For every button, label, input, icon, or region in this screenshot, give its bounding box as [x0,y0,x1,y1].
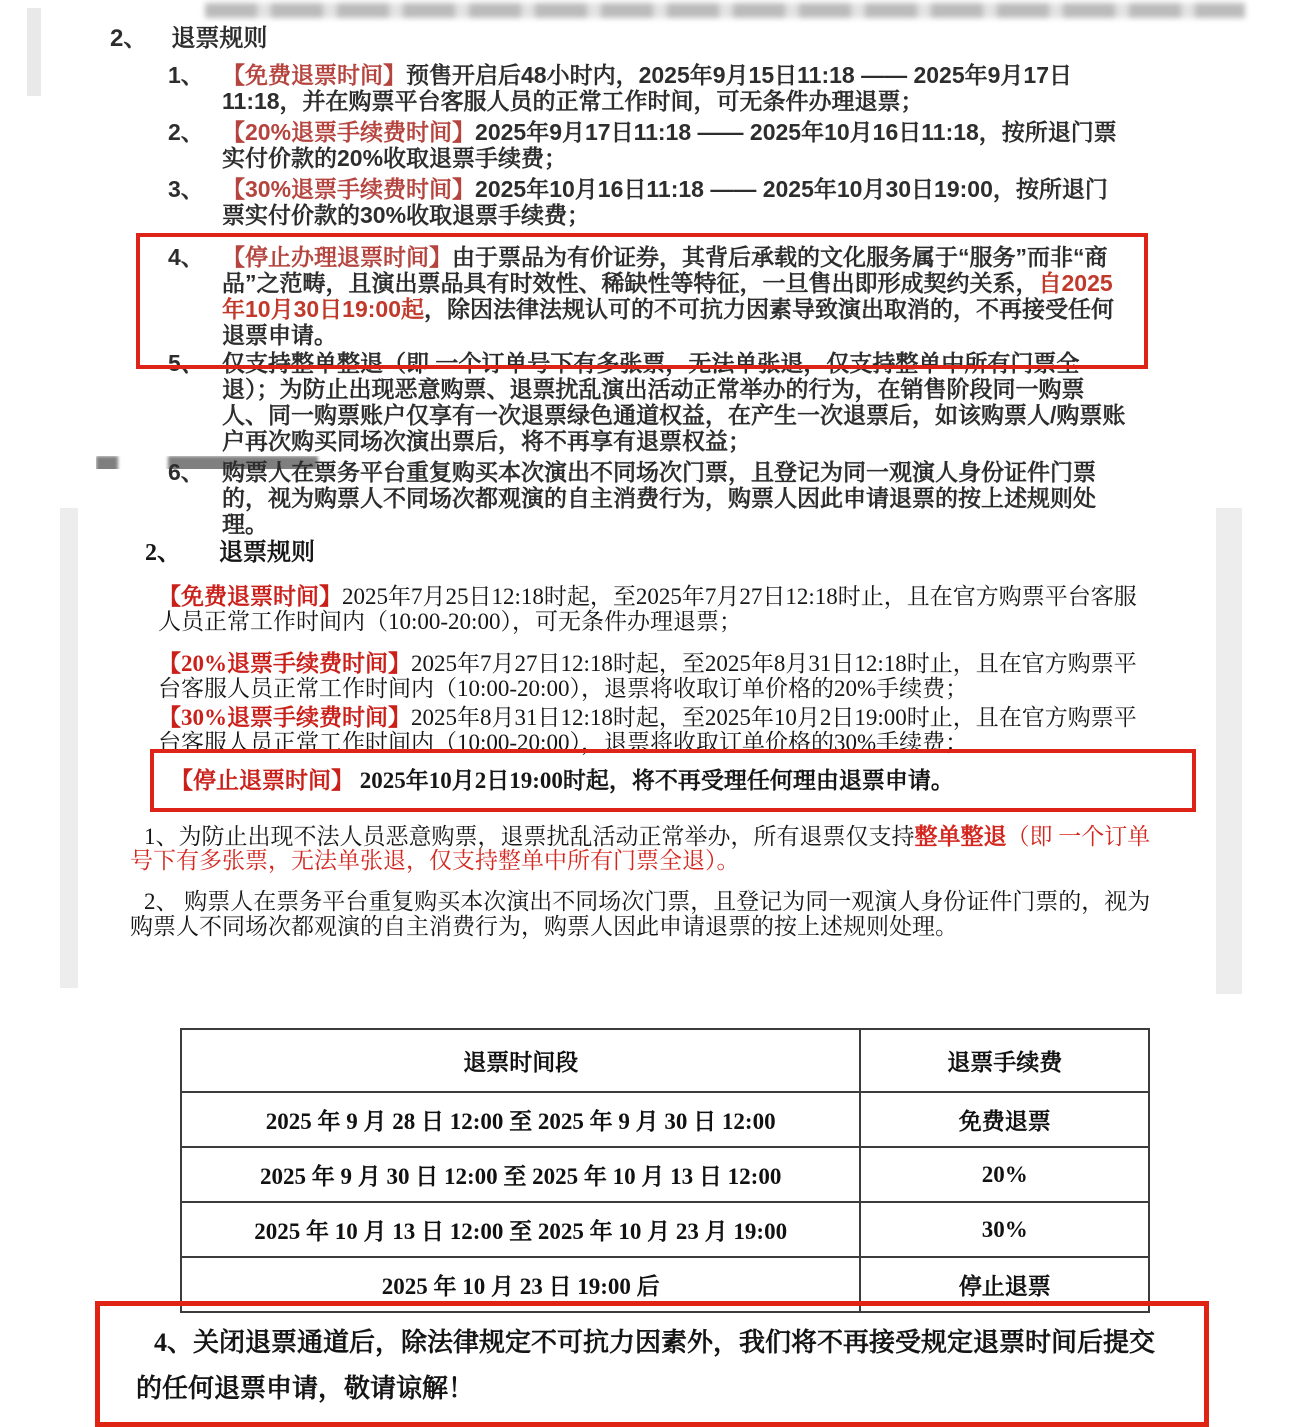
table-cell-fee: 30% [860,1202,1149,1257]
item-number: 6、 [168,459,204,485]
section2-heading-number: 2、 [145,540,181,566]
paragraph-text: 2025年7月25日12:18时起，至2025年7月27日12:18时止，且在官方购票平台客服人员正常工作时间内（10:00-20:00），可无条件办理退票； [158,584,1137,634]
red-highlight-box-stop-refund [136,233,1148,369]
list-item-stop-refund [168,244,1138,348]
item-text [222,244,1128,348]
red-bracket-label: 【免费退票时间】 [158,584,342,609]
table-row [181,1147,1149,1202]
section1-heading [110,26,1300,52]
note-black-text: 1、为防止出现不法人员恶意购票，退票扰乱活动正常举办，所有退票仅支持 [144,824,915,849]
item-number: 2、 [168,119,204,145]
table-cell-fee: 免费退票 [860,1092,1149,1147]
red-highlight-box-stop-time [150,749,1196,812]
red-bracket-label: 【免费退票时间】 [222,62,406,88]
item-text: 购票人在票务平台重复购买本次演出不同场次门票，且登记为同一观演人身份证件门票的，视为购票人不同场次都观演的自主消费行为，购票人因此申请退票的按上述规则处理。 [222,459,1096,537]
table-cell-fee: 20% [860,1147,1149,1202]
red-bracket-label: 【30%退票手续费时间】 [158,705,411,730]
paragraph-note-duplicate-purchase: 2、 购票人在票务平台重复购买本次演出不同场次门票，且登记为同一观演人身份证件门票的，视为购票人不同场次都观演的自主消费行为，购票人因此申请退票的按上述规则处理。 [130,889,1151,939]
list-item-30-percent-fee [168,176,1148,228]
paragraph-30-percent-fee [158,705,1158,755]
paragraph-20-percent-fee [158,651,1158,701]
item-text: 仅支持整单整退（即 一个订单号下有多张票，无法单张退，仅支持整单中所有门票全退）；为防止出现恶意购票、退票扰乱演出活动正常举办的行为，在销售阶段同一购票人、同一购票账户仅享有一次退票绿色通道权益，在产生一次退票后，如该购票人/购票账户再次购买同场次演出票后，将不再享有退票权益； [222,350,1126,454]
paragraph-note-whole-order [130,825,1162,873]
paragraph-text: 2025年7月27日12:18时起，至2025年8月31日12:18时止，且在官方购票平台客服人员正常工作时间内（10:00-20:00），退票将收取订单价格的20%手续费； [158,651,1137,701]
table-cell-period: 2025 年 9 月 30 日 12:00 至 2025 年 10 月 13 日 12:00 [181,1147,860,1202]
section1-heading-number: 2、 [110,25,148,52]
red-bracket-label: 【20%退票手续费时间】 [158,651,411,676]
list-item-free-refund [168,62,1148,114]
red-bracket-label: 【停止办理退票时间】 [222,244,452,270]
item-body-text: 预售开启后48小时内，2025年9月15日11:18 —— 2025年9月17日11:18，并在购票平台客服人员的正常工作时间，可无条件办理退票； [222,62,1073,114]
paragraph-free-refund [158,584,1158,634]
paragraph-text: 2025年8月31日12:18时起，至2025年10月2日19:00时止，且在官方购票平台客服人员正常工作时间内（10:00-20:00），退票将收取订单价格的30%手续费； [158,705,1137,755]
section2-heading-label: 退票规则 [219,540,315,566]
red-bracket-label: 【20%退票手续费时间】 [222,119,476,145]
table-cell-period: 2025 年 9 月 28 日 12:00 至 2025 年 9 月 30 日 12:00 [181,1092,860,1147]
refund-fee-table [180,1028,1150,1313]
list-item-20-percent-fee [168,119,1148,171]
item-body-text: 2025年9月17日11:18 —— 2025年10月16日11:18，按所退门票实付价款的20%收取退票手续费； [222,119,1117,171]
table-row [181,1202,1149,1257]
column-header-fee: 退票手续费 [860,1029,1149,1092]
item-number: 1、 [168,62,204,88]
table-row [181,1092,1149,1147]
section1-rule-list [168,62,1148,537]
red-deadline-text: 自2025年10月30日19:00起 [222,270,1113,322]
item-number: 3、 [168,176,204,202]
red-highlight-box-final-note [95,1301,1209,1427]
column-header-time-range: 退票时间段 [181,1029,860,1092]
note-red-text: （即 一个订单号下有多张票，无法单张退，仅支持整单中所有门票全退）。 [130,824,1151,873]
item-text [222,119,1128,171]
table-cell-fee: 停止退票 [860,1257,1149,1312]
red-bracket-label: 【停止退票时间】 [170,768,354,793]
table-cell-period: 2025 年 10 月 13 日 12:00 至 2025 年 10 月 23 月 19:00 [181,1202,860,1257]
stop-box-text: 2025年10月2日19:00时起，将不再受理任何理由退票申请。 [354,768,954,793]
section2-heading [145,541,1300,566]
item-number: 4、 [168,244,204,270]
refund-rules-screenshot-2 [0,505,1300,939]
item-text [222,176,1128,228]
section1-heading-label: 退票规则 [171,25,268,52]
item-body-text: 2025年10月16日11:18 —— 2025年10月30日19:00，按所退门票实付价款的30%收取退票手续费； [222,176,1108,228]
refund-rules-screenshot-1 [0,0,1300,542]
refund-table-screenshot [0,1006,1300,1427]
note-red-bold-text: 整单整退 [914,824,1007,849]
item-body-text: ，除因法律法规认可的不可抗力因素导致演出取消的，不再接受任何退票申请。 [222,296,1114,348]
item-text [222,62,1128,114]
item-number: 5、 [168,350,204,376]
item-body-text: 由于票品为有价证券，其背后承载的文化服务属于“服务”而非“商品”之范畴，且演出票品具有时效性、稀缺性等特征，一旦售出即形成契约关系， [222,244,1108,296]
table-cell-period: 2025 年 10 月 23 日 19:00 后 [181,1257,860,1312]
red-bracket-label: 【30%退票手续费时间】 [222,176,476,202]
final-note-text: 4、关闭退票通道后，除法律规定不可抗力因素外，我们将不再接受规定退票时间后提交的任何退票申请，敬请谅解！ [136,1328,1156,1403]
table-header-row [181,1029,1149,1092]
